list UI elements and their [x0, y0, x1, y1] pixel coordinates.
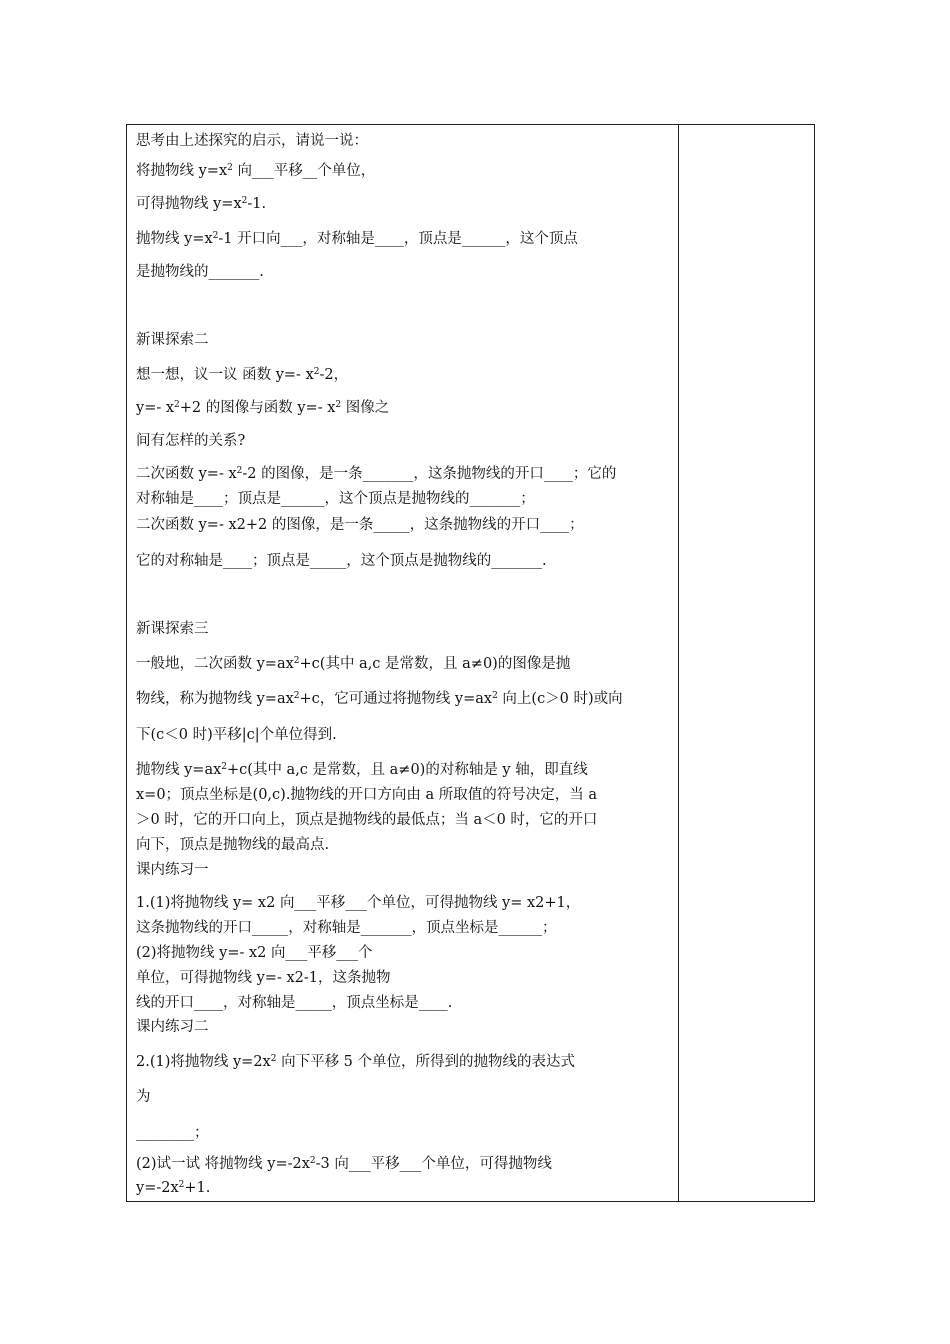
text-run: (2)试一试 将抛物线 y=-2x — [136, 1156, 310, 1172]
text-run: 抛物线 y=ax — [136, 762, 222, 778]
text-run: -1. — [247, 196, 267, 212]
text-line — [136, 399, 389, 417]
text-run: -1 开口向___，对称轴是____，顶点是______，这个顶点 — [218, 231, 578, 247]
text-run: +1. — [184, 1180, 211, 1196]
text-run: 向___平移__个单位， — [232, 163, 376, 179]
text-run: 向上(c＞0 时)或向 — [497, 691, 623, 707]
text-line — [136, 1155, 552, 1173]
text-run: 可得抛物线 y=x — [136, 196, 242, 212]
text-line — [136, 195, 266, 213]
text-run: 向下，顶点是抛物线的最高点. — [136, 837, 330, 853]
text-run: +c(其中 a,c 是常数，且 a≠0)的对称轴是 y 轴，即直线 — [227, 762, 588, 778]
column-divider — [678, 124, 679, 1202]
text-run: 二次函数 y=- x — [136, 466, 237, 482]
text-run: 二次函数 y=- x2+2 的图像，是一条_____，这条抛物线的开口____； — [136, 517, 584, 533]
text-line — [136, 1124, 209, 1142]
text-line — [136, 1179, 210, 1197]
text-run: (2)将抛物线 y=- x2 向___平移___个 — [136, 945, 373, 961]
superscript: 2 — [309, 1156, 316, 1166]
text-run: 对称轴是____；顶点是______，这个顶点是抛物线的_______； — [136, 491, 535, 507]
text-line — [136, 969, 391, 987]
text-line — [136, 552, 547, 570]
text-run: 想一想，议一议 函数 y=- x — [136, 367, 314, 383]
text-run: 2.(1)将抛物线 y=2x — [136, 1054, 271, 1070]
text-run: +c(其中 a,c 是常数，且 a≠0)的图像是抛 — [299, 656, 571, 672]
text-line — [136, 944, 373, 962]
text-line — [136, 690, 623, 708]
text-line — [136, 761, 588, 779]
text-line — [136, 861, 209, 879]
text-line — [136, 1053, 575, 1071]
text-line — [136, 919, 557, 937]
text-run: 课内练习二 — [136, 1019, 209, 1035]
text-line — [136, 811, 597, 829]
text-line — [136, 465, 616, 483]
text-run: 间有怎样的关系? — [136, 433, 246, 449]
text-line — [136, 994, 452, 1012]
text-line — [136, 132, 368, 150]
text-line — [136, 516, 584, 534]
text-run: 物线，称为抛物线 y=ax — [136, 691, 294, 707]
text-run: y=- x — [136, 400, 175, 416]
superscript: 2 — [212, 231, 219, 241]
superscript: 2 — [335, 400, 342, 410]
text-run: -3 向___平移___个单位，可得抛物线 — [315, 1156, 552, 1172]
text-line — [136, 836, 329, 854]
text-run: x=0；顶点坐标是(0,c).抛物线的开口方向由 a 所取值的符号决定，当 a — [136, 787, 598, 803]
text-run: 图像之 — [341, 400, 390, 416]
text-run: 是抛物线的_______. — [136, 264, 264, 280]
text-run: ＞0 时，它的开口向上，顶点是抛物线的最低点；当 a＜0 时，它的开口 — [136, 812, 598, 828]
text-line — [136, 490, 535, 508]
text-run: y=-2x — [136, 1180, 179, 1196]
text-run: 一般地，二次函数 y=ax — [136, 656, 294, 672]
text-run: 新课探索三 — [136, 621, 209, 637]
superscript: 2 — [227, 163, 233, 173]
text-run: +c，它可通过将抛物线 y=ax — [299, 691, 493, 707]
text-run: -2 的图像，是一条_______，这条抛物线的开口____；它的 — [242, 466, 617, 482]
text-line — [136, 726, 337, 744]
superscript: 2 — [293, 656, 300, 666]
text-line — [136, 894, 580, 912]
superscript: 2 — [174, 400, 180, 410]
superscript: 2 — [293, 691, 300, 701]
text-run: 课内练习一 — [136, 862, 209, 878]
superscript: 2 — [236, 466, 243, 476]
text-line — [136, 162, 375, 180]
superscript: 2 — [221, 762, 228, 772]
text-run: 1.(1)将抛物线 y= x2 向___平移___个单位，可得抛物线 y= x2+1， — [136, 895, 581, 911]
text-run: 这条抛物线的开口_____，对称轴是_______，顶点坐标是______； — [136, 920, 557, 936]
text-run: 思考由上述探究的启示，请说一说： — [136, 133, 368, 149]
text-line — [136, 786, 597, 804]
superscript: 2 — [492, 691, 498, 701]
text-run: 单位，可得抛物线 y=- x2-1，这条抛物 — [136, 970, 391, 986]
text-run: ________； — [136, 1125, 209, 1141]
text-line — [136, 432, 245, 450]
superscript: 2 — [241, 196, 248, 206]
text-run: 新课探索二 — [136, 332, 209, 348]
text-run: 线的开口____，对称轴是_____，顶点坐标是____. — [136, 995, 453, 1011]
superscript: 2 — [178, 1180, 185, 1190]
text-run: 抛物线 y=x — [136, 231, 213, 247]
text-line — [136, 620, 209, 638]
text-line — [136, 331, 209, 349]
text-run: 下(c＜0 时)平移|c|个单位得到. — [136, 727, 337, 743]
text-run: 将抛物线 y=x — [136, 163, 228, 179]
superscript: 2 — [270, 1054, 277, 1064]
superscript: 2 — [313, 367, 320, 377]
text-run: 它的对称轴是____；顶点是_____，这个顶点是抛物线的_______. — [136, 553, 547, 569]
text-run: -2， — [319, 367, 349, 383]
text-run: 为 — [136, 1089, 151, 1105]
text-line — [136, 1088, 151, 1106]
text-line — [136, 230, 578, 248]
text-run: 向下平移 5 个单位，所得到的抛物线的表达式 — [276, 1054, 576, 1070]
text-line — [136, 366, 348, 384]
text-line — [136, 263, 264, 281]
text-run: +2 的图像与函数 y=- x — [179, 400, 336, 416]
text-line — [136, 655, 570, 673]
text-line — [136, 1018, 209, 1036]
